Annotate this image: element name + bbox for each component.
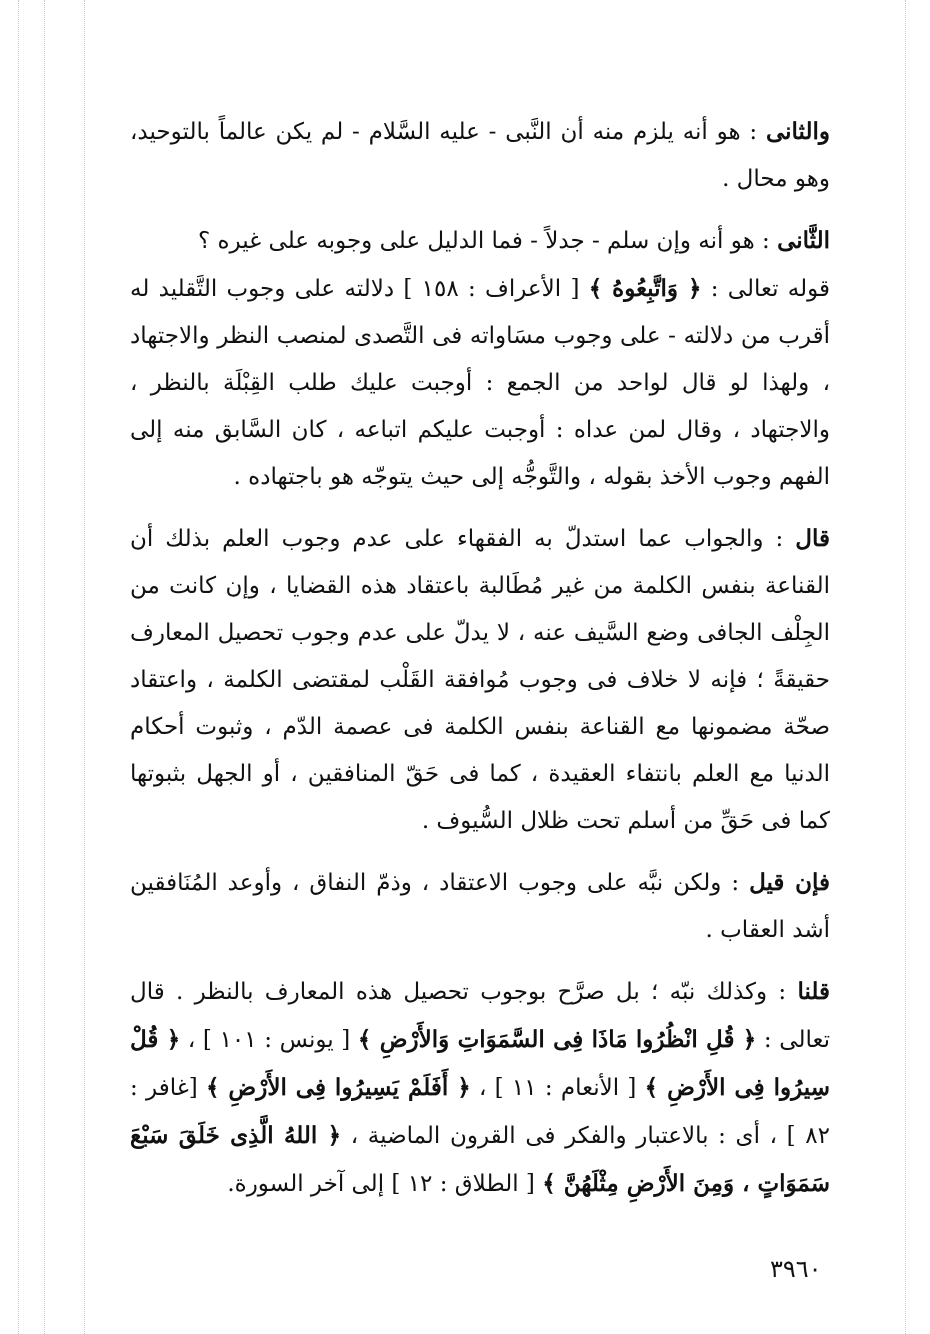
paragraph-lead: قال <box>795 525 830 552</box>
paragraph-follow-verse <box>130 265 830 501</box>
paragraph-text: [ يونس : ١٠١ ] ، <box>180 1027 358 1053</box>
quran-verse: ﴿ وَاتَّبِعُوهُ ﴾ <box>588 275 702 302</box>
paragraph-text: قوله تعالى : <box>701 276 830 302</box>
scan-margin-line <box>18 0 19 1334</box>
paragraph-text: : والجواب عما استدلّ به الفقهاء على عدم وجوب العلم بذلك أن القناعة بنفس الكلمة من غير مُطَالبة باعتقاد هذه القضايا ، وإن كانت من الجِلْف الجافى وضع السَّيف عنه ، لا يدلّ على عدم وجوب تحصيل المعارف حقيقةً ؛ فإنه لا خلاف فى وجوب مُوافقة القَلْب لمقتضى الكلمة ، واعتقاد صحّة مضمونها مع القناعة بنفس الكلمة فى عصمة الدّم ، وثبوت أحكام الدنيا مع العلم بانتفاء العقيدة ، كما فى حَقّ المنافقين ، أو الجهل بثبوتها كما فى حَقِّ من أسلم تحت ظلال السُّيوف . <box>130 526 830 834</box>
paragraph-lead: فإن قيل <box>749 869 830 896</box>
quran-verse: ﴿ أَفَلَمْ يَسِيرُوا فِى الأَرْضِ ﴾ <box>205 1074 471 1101</box>
paragraph-second-point <box>130 108 830 203</box>
paragraph-text: [غافر : ٨٢ ] ، أى : بالاعتبار والفكر فى القرون الماضية ، <box>130 1075 830 1149</box>
paragraph-second-objection <box>130 217 830 265</box>
page-number: ٣٩٦٠ <box>770 1255 822 1283</box>
paragraph-text: : وكذلك نبّه ؛ بل صرَّح بوجوب تحصيل هذه المعارف بالنظر . قال تعالى : <box>130 979 830 1053</box>
quran-verse: ﴿ قُلْ سِيرُوا فِى الأَرْضِ ﴾ <box>130 1026 831 1101</box>
paragraph-text: [ الطلاق : ١٢ ] إلى آخر السورة. <box>227 1171 543 1197</box>
paragraph-lead: والثانى <box>765 118 830 145</box>
scan-margin-line <box>44 0 45 1334</box>
paragraph-text: : ولكن نبَّه على وجوب الاعتقاد ، وذمّ النفاق ، وأوعد المُنَافقين أشد العقاب . <box>130 870 830 943</box>
paragraph-answer <box>130 515 830 845</box>
scan-margin-line <box>905 0 906 1334</box>
quran-verse: ﴿ اللهُ الَّذِى خَلَقَ سَبْعَ سَمَوَاتٍ ، وَمِنَ الأَرْضِ مِثْلَهُنَّ ﴾ <box>130 1122 830 1197</box>
quran-verse: ﴿ قُلِ انْظُرُوا مَاذَا فِى السَّمَوَاتِ وَالأَرْضِ ﴾ <box>357 1026 757 1053</box>
paragraph-objection <box>130 859 830 954</box>
page-body <box>130 108 830 1208</box>
scan-margin-line <box>84 0 85 1334</box>
paragraph-text: : هو أنه وإن سلم - جدلاً - فما الدليل على وجوبه على غيره ؟ <box>197 228 778 254</box>
paragraph-text: [ الأنعام : ١١ ] ، <box>470 1075 645 1101</box>
paragraph-lead: قلنا <box>797 978 830 1005</box>
paragraph-lead: الثَّانى <box>777 227 830 254</box>
paragraph-text: [ الأعراف : ١٥٨ ] دلالته على وجوب التَّقليد له أقرب من دلالته - على وجوب مسَاواته فى التَّصدى لمنصب النظر والاجتهاد ، ولهذا لو قال لواحد من الجمع : أوجبت عليك طلب القِبْلَة بالنظر ، والاجتهاد ، وقال لمن عداه : أوجبت عليكم اتباعه ، كان السَّابق منه إلى الفهم وجوب الأخذ بقوله ، والتَّوجُّه إلى حيث يتوجّه هو باجتهاده . <box>130 276 830 490</box>
paragraph-reply <box>130 968 830 1208</box>
paragraph-text: : هو أنه يلزم منه أن النَّبى - عليه السَّلام - لم يكن عالماً بالتوحيد، وهو محال . <box>130 119 830 192</box>
